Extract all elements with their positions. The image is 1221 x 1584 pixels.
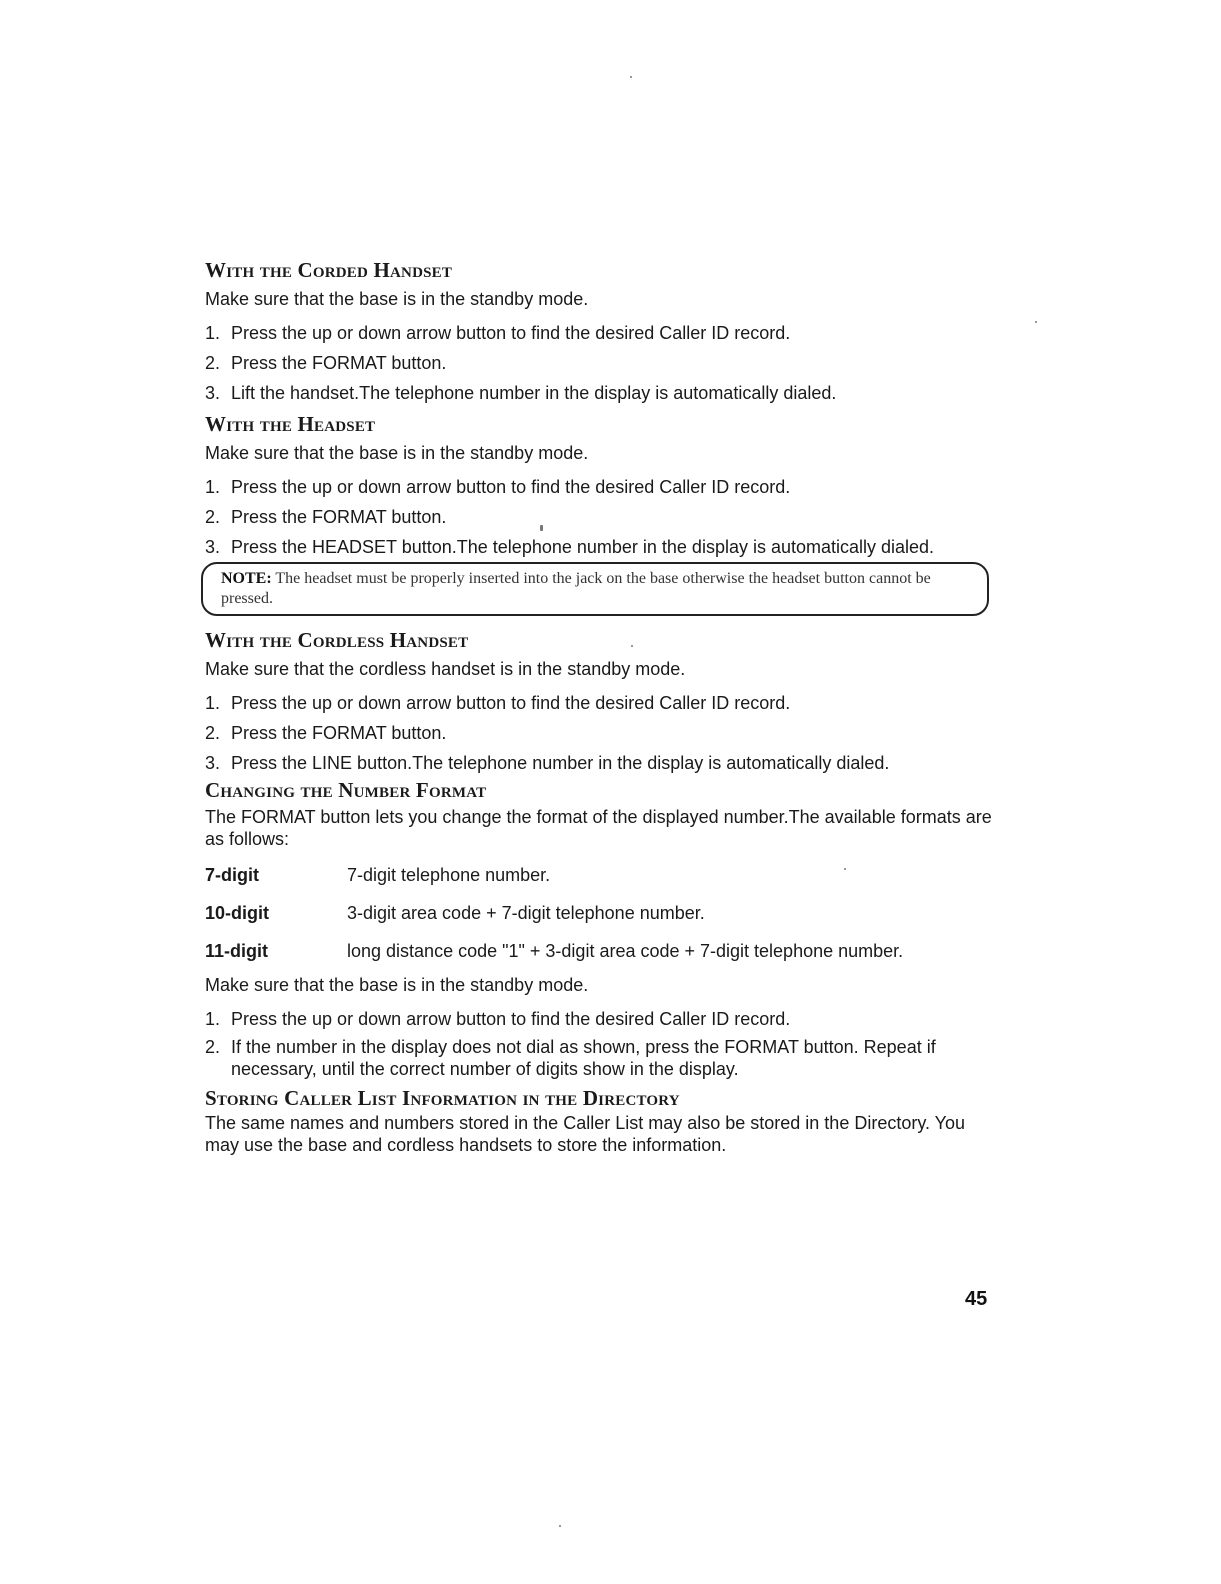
list-item bbox=[205, 476, 995, 498]
note-label: NOTE: bbox=[221, 570, 272, 587]
step-number: 3. bbox=[205, 753, 221, 773]
document-page bbox=[205, 258, 995, 1156]
format-row bbox=[205, 940, 995, 962]
step-number: 1. bbox=[205, 477, 221, 497]
section-title: With the Corded Handset bbox=[205, 258, 453, 282]
step-text: Press the up or down arrow button to find the desired Caller ID record. bbox=[231, 477, 791, 497]
step-list bbox=[205, 1008, 995, 1080]
format-term: 7-digit bbox=[205, 865, 259, 885]
scan-speck bbox=[559, 1525, 561, 1527]
section-cordless-handset bbox=[205, 628, 995, 774]
list-item bbox=[205, 322, 995, 344]
step-number: 2. bbox=[205, 353, 221, 373]
list-item bbox=[205, 382, 995, 404]
format-row bbox=[205, 864, 995, 886]
step-text: Press the up or down arrow button to find the desired Caller ID record. bbox=[231, 693, 791, 713]
format-desc: 3-digit area code + 7-digit telephone number. bbox=[347, 903, 705, 923]
format-list bbox=[205, 864, 995, 962]
step-list bbox=[205, 322, 995, 404]
step-text: Press the up or down arrow button to find the desired Caller ID record. bbox=[231, 1009, 791, 1029]
note-box bbox=[201, 562, 989, 616]
section-title: Storing Caller List Information in the Directory bbox=[205, 1086, 680, 1110]
step-number: 3. bbox=[205, 537, 221, 557]
step-list bbox=[205, 692, 995, 774]
step-number: 3. bbox=[205, 383, 221, 403]
format-row bbox=[205, 902, 995, 924]
section-title: With the Headset bbox=[205, 412, 376, 436]
page-number: 45 bbox=[965, 1288, 988, 1310]
section-intro: Make sure that the cordless handset is in the standby mode. bbox=[205, 659, 686, 679]
format-term: 11-digit bbox=[205, 941, 269, 961]
section-directory bbox=[205, 1086, 995, 1156]
section-intro: Make sure that the base is in the standby mode. bbox=[205, 443, 589, 463]
step-number: 2. bbox=[205, 723, 221, 743]
section-number-format bbox=[205, 778, 995, 1080]
step-text: Press the up or down arrow button to find the desired Caller ID record. bbox=[231, 323, 791, 343]
step-text: Press the FORMAT button. bbox=[231, 723, 447, 743]
list-item bbox=[205, 692, 995, 714]
step-number: 1. bbox=[205, 693, 221, 713]
step-text: Press the LINE button.The telephone number in the display is automatically dialed. bbox=[231, 753, 890, 773]
standby-instruction: Make sure that the base is in the standby mode. bbox=[205, 975, 589, 995]
scan-speck bbox=[630, 76, 632, 78]
format-term: 10-digit bbox=[205, 903, 270, 923]
step-text: Lift the handset.The telephone number in the display is automatically dialed. bbox=[231, 383, 837, 403]
step-number: 2. bbox=[205, 1037, 221, 1057]
section-intro: The FORMAT button lets you change the format of the displayed number.The available formats are as follows: bbox=[205, 807, 992, 849]
step-number: 2. bbox=[205, 507, 221, 527]
list-item bbox=[205, 536, 995, 558]
section-text: The same names and numbers stored in the Caller List may also be stored in the Directory. You may use the base and cordless handsets to store the information. bbox=[205, 1113, 966, 1155]
list-item bbox=[205, 352, 995, 374]
scan-speck bbox=[1035, 321, 1037, 323]
list-item bbox=[205, 506, 995, 528]
section-corded-handset bbox=[205, 258, 995, 404]
list-item bbox=[205, 1008, 995, 1030]
step-text: Press the FORMAT button. bbox=[231, 353, 447, 373]
section-title: With the Cordless Handset bbox=[205, 628, 469, 652]
format-desc: 7-digit telephone number. bbox=[347, 865, 551, 885]
list-item bbox=[205, 1036, 995, 1080]
section-headset bbox=[205, 412, 995, 616]
note-text: The headset must be properly inserted into the jack on the base otherwise the headset button cannot be pressed. bbox=[221, 570, 931, 607]
step-number: 1. bbox=[205, 323, 221, 343]
section-title: Changing the Number Format bbox=[205, 778, 487, 802]
list-item bbox=[205, 722, 995, 744]
step-number: 1. bbox=[205, 1009, 221, 1029]
format-desc: long distance code "1" + 3-digit area code + 7-digit telephone number. bbox=[347, 941, 904, 961]
step-list bbox=[205, 476, 995, 558]
step-text: Press the HEADSET button.The telephone number in the display is automatically dialed. bbox=[231, 537, 935, 557]
step-text: Press the FORMAT button. bbox=[231, 507, 447, 527]
list-item bbox=[205, 752, 995, 774]
step-text: If the number in the display does not dial as shown, press the FORMAT button. Repeat if necessary, until the correct number of digits show in the display. bbox=[231, 1037, 936, 1079]
section-intro: Make sure that the base is in the standby mode. bbox=[205, 289, 589, 309]
